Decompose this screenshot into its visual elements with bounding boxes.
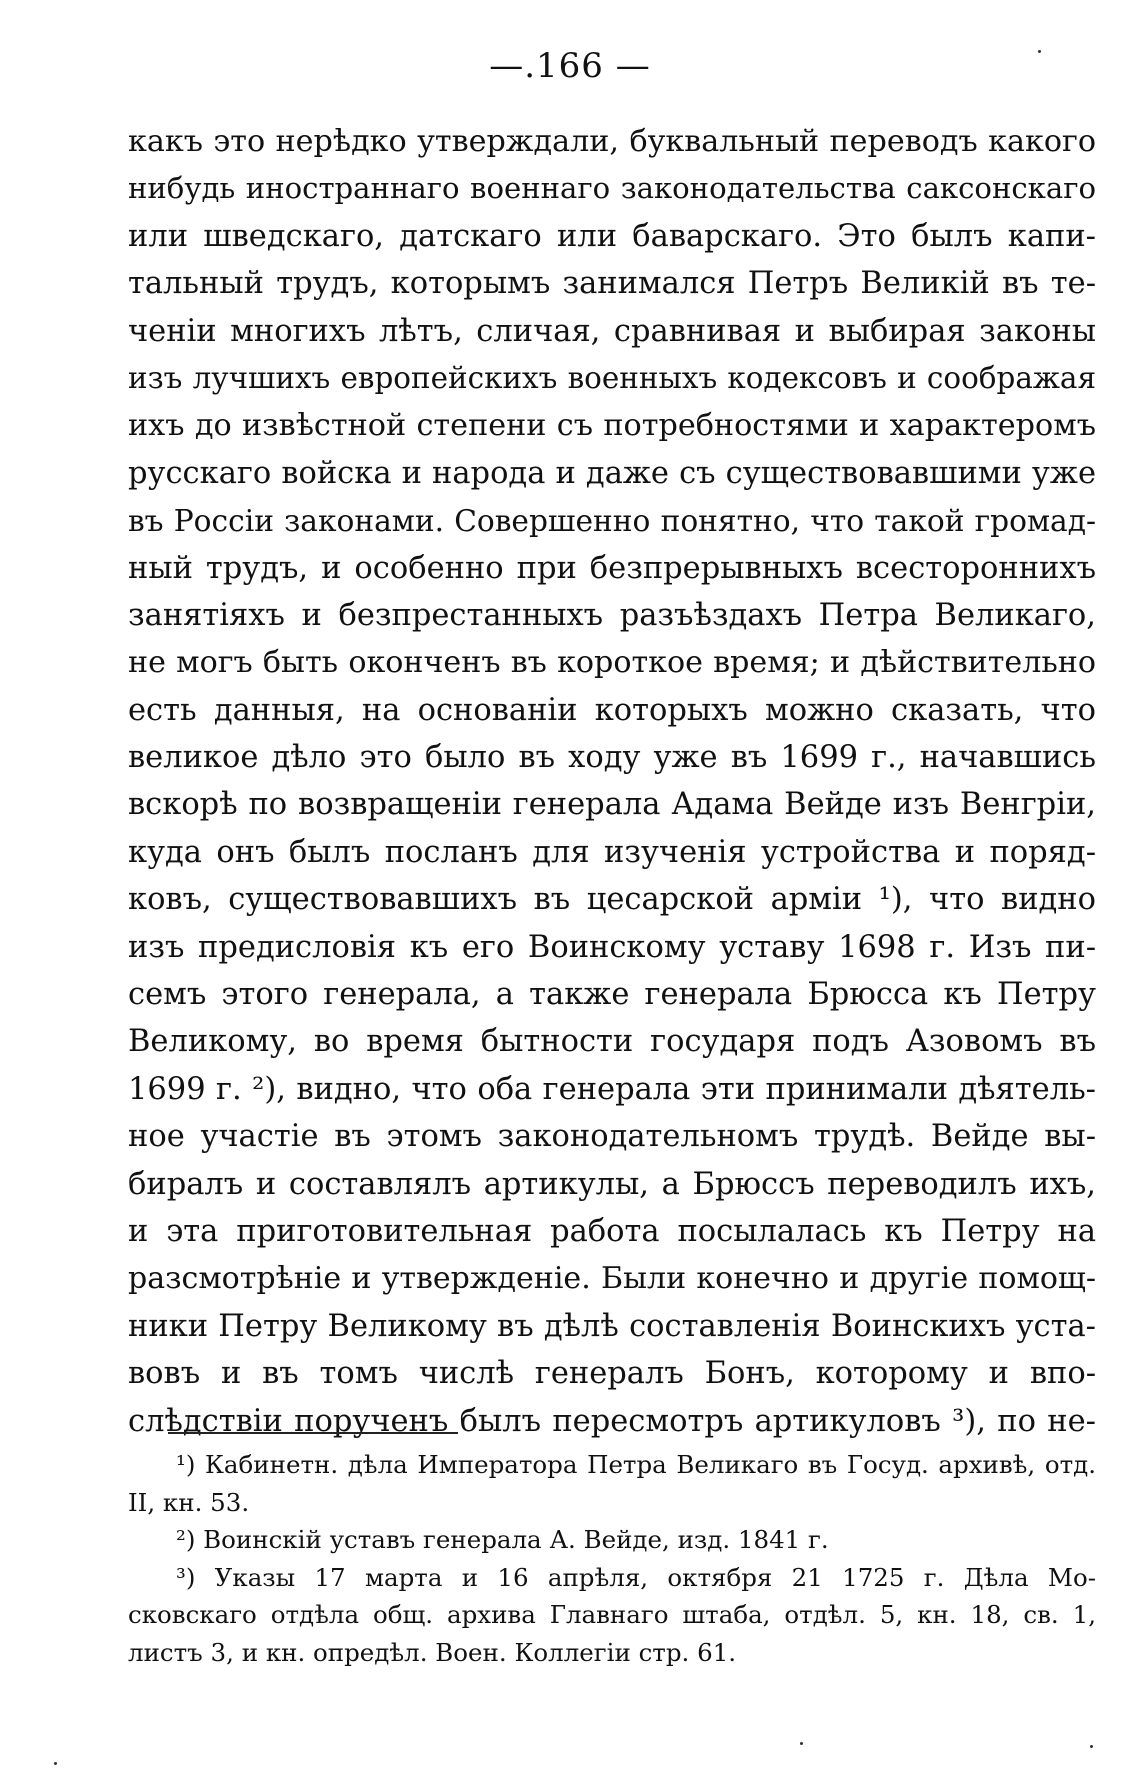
footnote-1-continued: II, кн. 53.	[128, 1487, 250, 1517]
footnote-1: ¹) Кабинетн. дѣла Императора Петра Великаго въ Госуд. архивѣ, отд.	[176, 1450, 1096, 1479]
text-line: изъ лучшихъ европейскихъ военныхъ кодексовъ и соображая	[128, 360, 1096, 395]
text-line: ный трудъ, и особенно при безпрерывныхъ всестороннихъ	[128, 550, 1096, 586]
footnote-separator	[168, 1432, 458, 1434]
text-line: тальный трудъ, которымъ занимался Петръ Великій въ те-	[128, 266, 1096, 302]
footnote-3: ³) Указы 17 марта и 16 апрѣля, октября 21 1725 г. Дѣла Мо-	[176, 1562, 1096, 1592]
text-line: разсмотрѣніе и утвержденіе. Были конечно и другіе помощ-	[128, 1261, 1096, 1297]
speck	[1090, 1745, 1093, 1748]
text-line: или шведскаго, датскаго или баварскаго. Это былъ капи-	[128, 218, 1096, 254]
footnote-2: ²) Воинскій уставъ генерала А. Вейде, изд. 1841 г.	[176, 1525, 829, 1554]
text-line: ное участіе въ этомъ законодательномъ трудѣ. Вейде вы-	[128, 1119, 1096, 1155]
text-line: есть данныя, на основаніи которыхъ можно сказать, что	[128, 692, 1096, 728]
text-line: русскаго войска и народа и даже съ существовавшими уже	[128, 455, 1096, 491]
text-line: слѣдствіи порученъ былъ пересмотръ артикуловъ ³), по не-	[128, 1403, 1096, 1439]
footnote-3-continued: сковскаго отдѣла общ. архива Главнаго штаба, отдѣл. 5, кн. 18, св. 1,	[128, 1600, 1096, 1629]
page-number: —.166 —	[489, 46, 651, 86]
text-line: изъ предисловія къ его Воинскому уставу 1698 г. Изъ пи-	[128, 929, 1096, 965]
speck	[800, 1742, 803, 1745]
text-line: ковъ, существовавшихъ въ цесарской арміи ¹), что видно	[128, 882, 1096, 918]
text-line: 1699 г. ²), видно, что оба генерала эти принимали дѣятель-	[128, 1071, 1096, 1107]
body-text	[128, 118, 1096, 1445]
speck	[54, 1762, 57, 1765]
text-line: куда онъ былъ посланъ для изученія устройства и поряд-	[128, 834, 1096, 870]
text-line: нибудь иностраннаго военнаго законодательства саксонскаго	[128, 171, 1096, 206]
text-line: ихъ до извѣстной степени съ потребностями и характеромъ	[128, 408, 1096, 444]
footnotes	[128, 1446, 1096, 1671]
text-line: и эта приготовительная работа посылалась къ Петру на	[128, 1213, 1096, 1249]
text-line: великое дѣло это было въ ходу уже въ 1699 г., начавшись	[128, 740, 1096, 776]
text-line: въ Россіи законами. Совершенно понятно, что такой громад-	[128, 503, 1096, 539]
text-line: не могъ быть оконченъ въ короткое время; и дѣйствительно	[128, 645, 1096, 681]
text-line: ники Петру Великому въ дѣлѣ составленія Воинскихъ уста-	[128, 1308, 1096, 1344]
text-line: биралъ и составлялъ артикулы, а Брюссъ переводилъ ихъ,	[128, 1166, 1096, 1202]
text-line: ченіи многихъ лѣтъ, сличая, сравнивая и выбирая законы	[128, 313, 1096, 349]
text-line: Великому, во время бытности государя подъ Азовомъ въ	[128, 1024, 1096, 1060]
speck	[1038, 50, 1041, 53]
text-line: вскорѣ по возвращеніи генерала Адама Вейде изъ Венгріи,	[128, 787, 1096, 823]
text-line: какъ это нерѣдко утверждали, буквальный переводъ какого	[128, 124, 1096, 159]
footnote-3-continued: листъ 3, и кн. опредѣл. Воен. Коллегіи стр. 61.	[128, 1637, 737, 1667]
text-line: семъ этого генерала, а также генерала Брюсса къ Петру	[128, 977, 1096, 1013]
text-line: вовъ и въ томъ числѣ генералъ Бонъ, которому и впо-	[128, 1356, 1096, 1392]
text-line: занятіяхъ и безпрестанныхъ разъѣздахъ Петра Великаго,	[128, 597, 1096, 633]
